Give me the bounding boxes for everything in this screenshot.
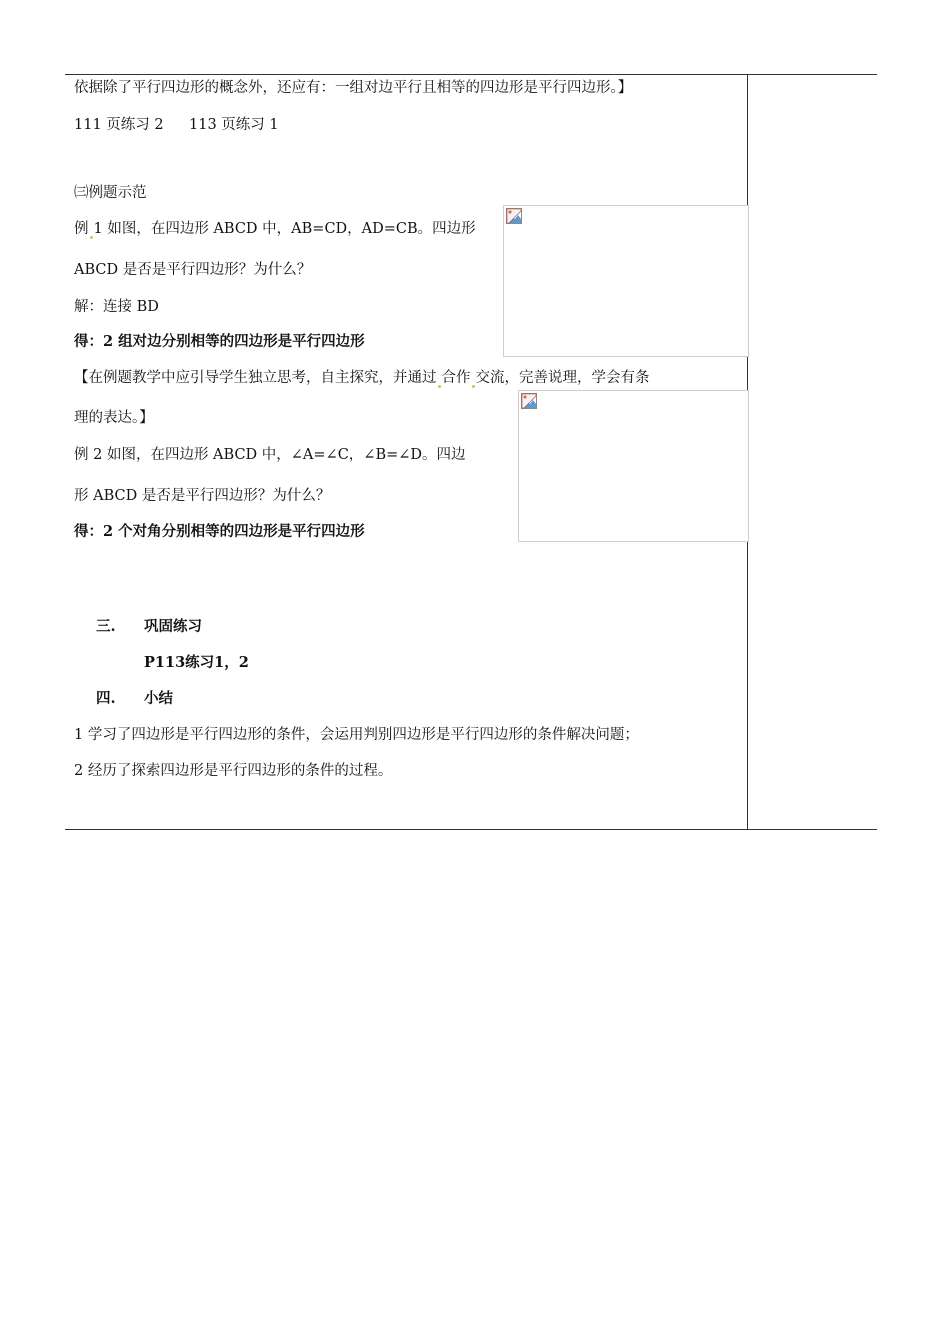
example-2-conclusion: 得：2 个对角分别相等的四边形是平行四边形 <box>74 523 365 540</box>
section-examples-heading: ㈢例题示范 <box>74 185 147 201</box>
teaching-note-part-2: 合作 <box>441 370 471 386</box>
revision-mark-icon <box>90 236 93 239</box>
teaching-note-part-1: 【在例题教学中应引导学生独立思考，自主探究，并通过 <box>74 370 437 386</box>
teaching-note-part-3: 交流，完善说理，学会有条 <box>475 370 650 386</box>
figure-2-placeholder <box>518 390 749 542</box>
broken-image-icon <box>506 208 522 224</box>
section-3-title: 巩固练习 <box>144 618 202 635</box>
section-3-item: P113练习1，2 <box>144 654 249 671</box>
summary-point-2: 2 经历了探索四边形是平行四边形的条件的过程。 <box>74 763 393 779</box>
exercise-ref-1: 111 页练习 2 <box>74 117 164 133</box>
teaching-note-line-2: 理的表达。】 <box>74 410 154 426</box>
teaching-note-line-1 <box>74 368 650 388</box>
criteria-text: 依据除了平行四边形的概念外，还应有：一组对边平行且相等的四边形是平行四边形。】 <box>74 80 633 96</box>
example-1-conclusion: 得：2 组对边分别相等的四边形是平行四边形 <box>74 333 365 350</box>
example-1-statement: 1 如图，在四边形 ABCD 中，AB=CD，AD=CB。四边形 <box>93 221 476 237</box>
summary-point-1: 1 学习了四边形是平行四边形的条件，会运用判别四边形是平行四边形的条件解决问题； <box>74 727 639 743</box>
example-1-prefix: 例 <box>74 221 89 237</box>
table-bottom-border <box>65 829 877 830</box>
section-4-title: 小结 <box>144 690 173 707</box>
section-3-number: 三. <box>96 618 116 635</box>
example-1-line-2: ABCD 是否是平行四边形？为什么？ <box>74 262 312 278</box>
example-1-solution: 解：连接 BD <box>74 299 159 315</box>
example-2-line-2: 形 ABCD 是否是平行四边形？为什么？ <box>74 488 331 504</box>
section-4-number: 四. <box>96 690 116 707</box>
example-2-line-1: 例 2 如图，在四边形 ABCD 中，∠A=∠C，∠B=∠D。四边 <box>74 447 466 463</box>
table-top-border <box>65 74 877 75</box>
revision-mark-icon <box>438 385 441 388</box>
figure-1-placeholder <box>503 205 749 357</box>
example-1-line-1 <box>74 219 476 239</box>
revision-mark-icon <box>472 385 475 388</box>
broken-image-icon <box>521 393 537 409</box>
exercise-ref-2: 113 页练习 1 <box>189 117 279 133</box>
